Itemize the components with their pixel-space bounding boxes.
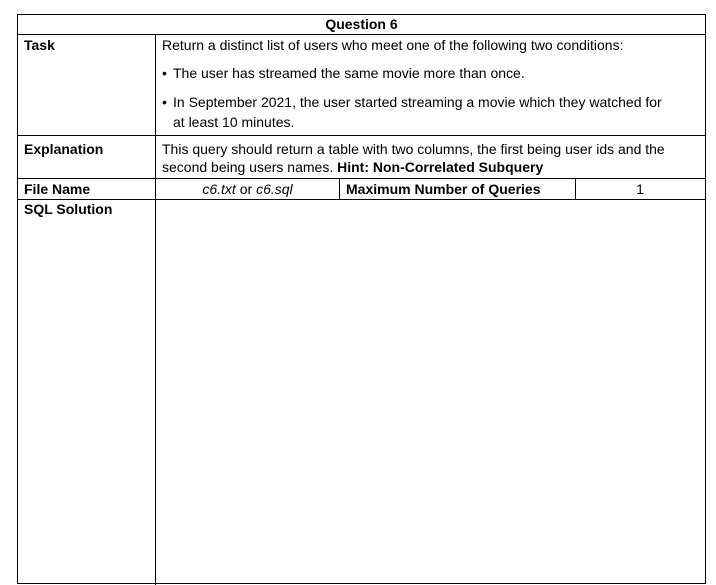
question-title: Question 6: [325, 16, 398, 32]
max-queries-value: 1: [636, 181, 644, 197]
task-bullet-1: [162, 63, 698, 83]
explanation-text: second being users names.: [162, 159, 338, 175]
column-divider: [155, 35, 156, 585]
divider: [18, 34, 705, 35]
task-intro: Return a distinct list of users who meet one of the following two conditions:: [162, 37, 624, 53]
sql-solution-label: SQL Solution: [24, 201, 113, 217]
explanation-label: Explanation: [24, 141, 104, 157]
explanation-line-1: This query should return a table with two columns, the first being user ids and the: [162, 141, 665, 157]
divider: [18, 135, 705, 136]
max-queries-label: Maximum Number of Queries: [346, 181, 541, 197]
file-name-txt: c6.txt: [202, 181, 236, 197]
file-name-sql: c6.sql: [256, 181, 293, 197]
explanation-line-2: [162, 158, 698, 176]
bullet-marker: •: [162, 94, 167, 110]
bullet-text: The user has streamed the same movie more than once.: [173, 65, 525, 81]
bullet-text: In September 2021, the user started streaming a movie which they watched for: [173, 94, 662, 110]
file-name-or: or: [235, 181, 257, 197]
hint-text: Hint: Non-Correlated Subquery: [337, 159, 544, 175]
task-bullet-2: [162, 92, 698, 112]
file-name-label: File Name: [24, 181, 91, 197]
question-table: [17, 14, 706, 584]
bullet-marker: •: [162, 65, 167, 81]
divider: [18, 178, 705, 179]
column-divider: [339, 178, 340, 199]
file-name-value: [156, 180, 339, 198]
task-label: Task: [24, 37, 55, 53]
divider: [18, 199, 705, 200]
task-bullet-2-cont: at least 10 minutes.: [173, 114, 295, 130]
sql-solution-area[interactable]: [158, 203, 703, 583]
